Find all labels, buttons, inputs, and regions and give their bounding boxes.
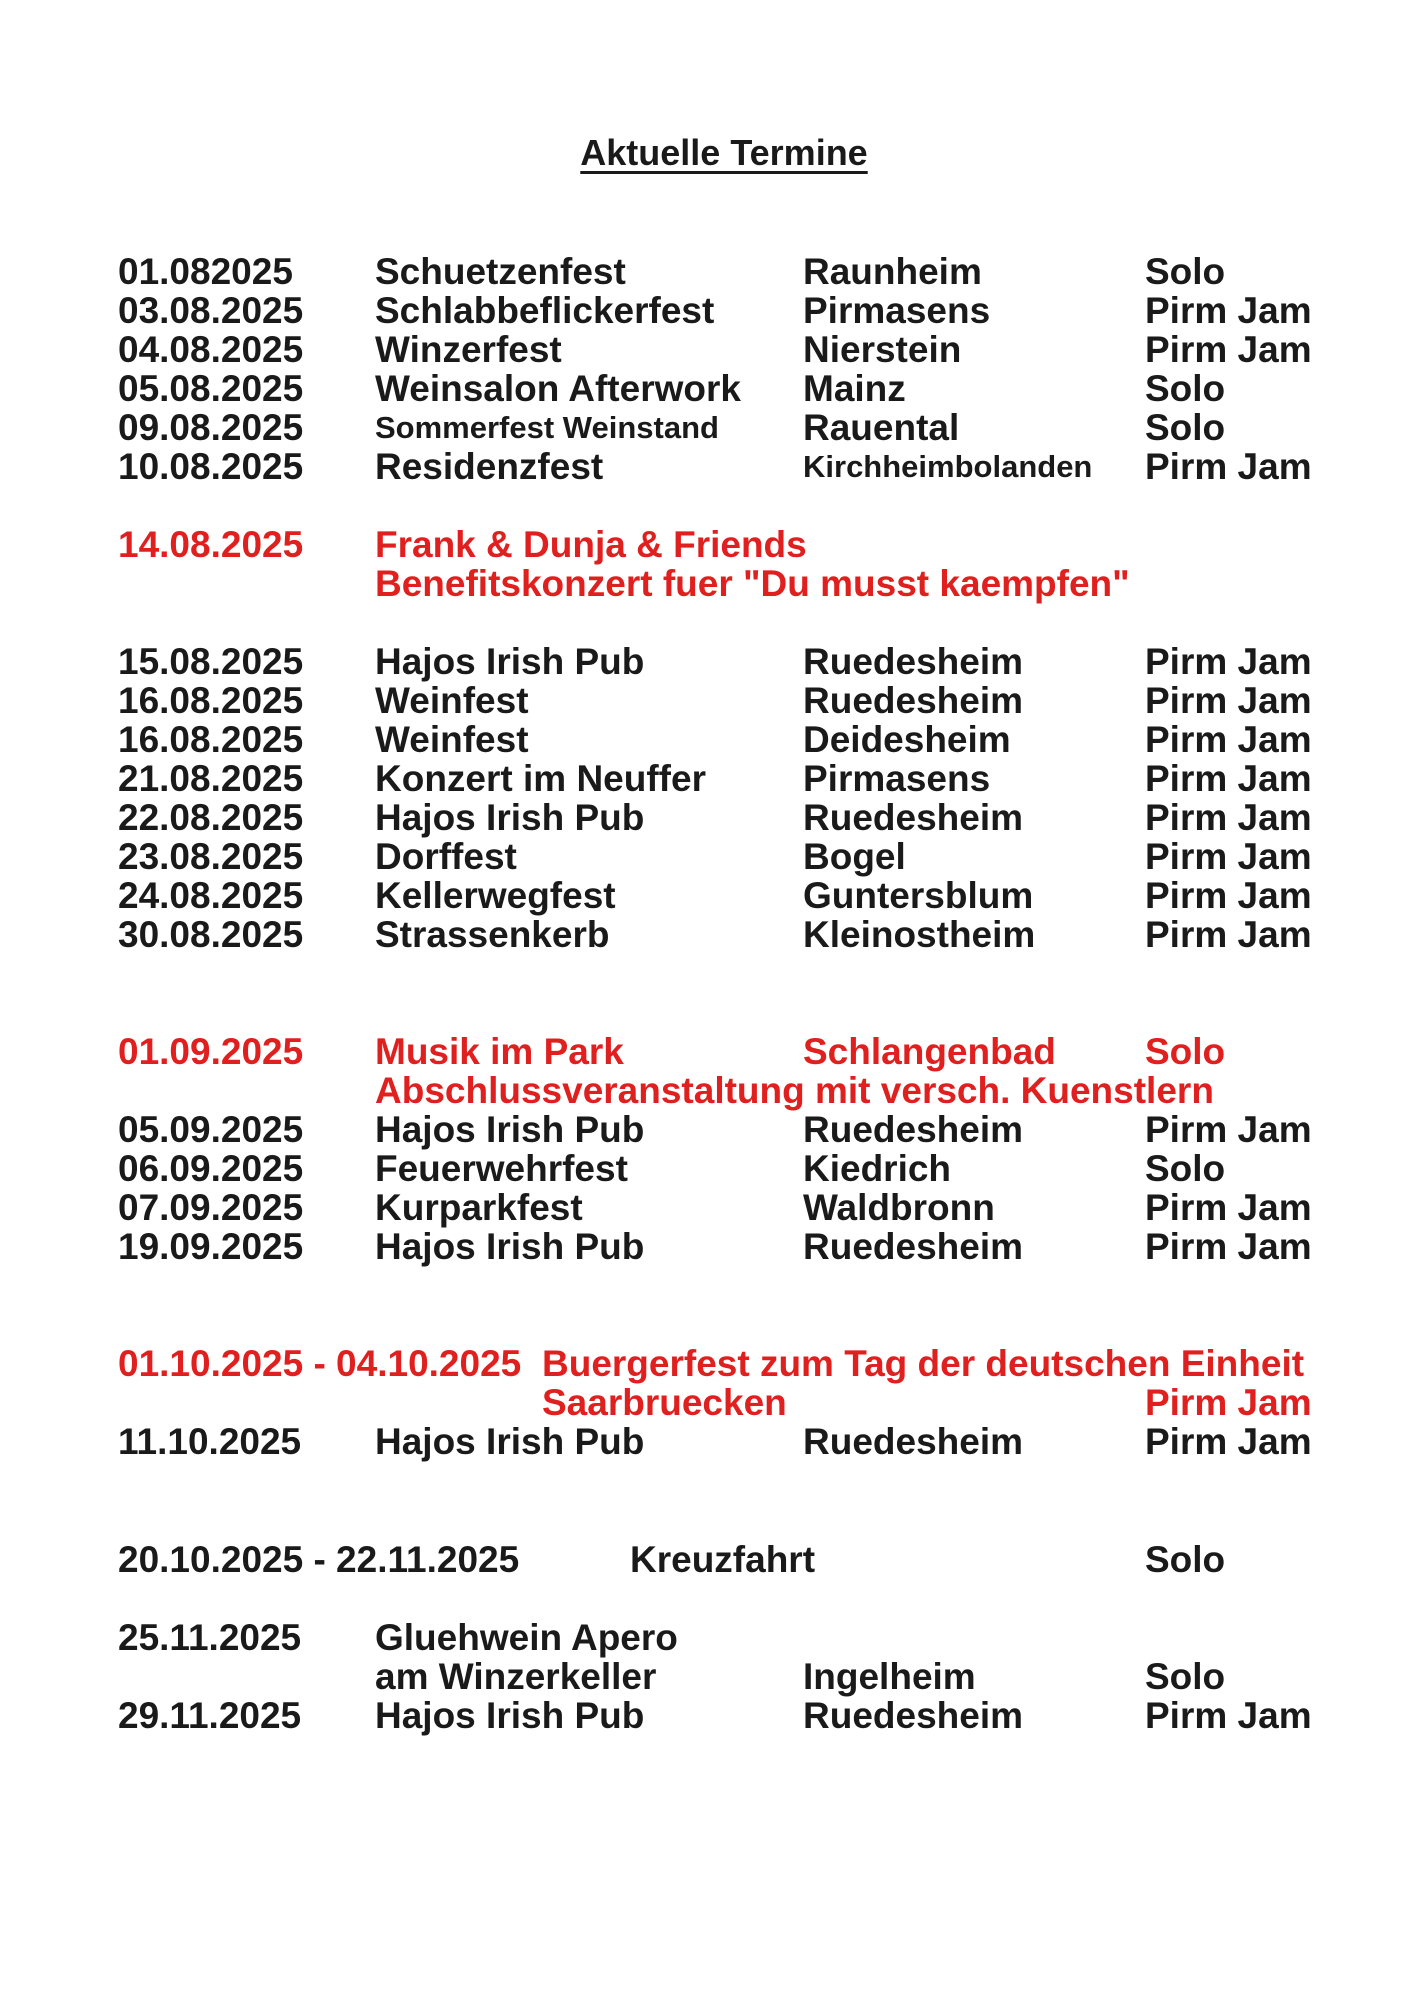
event-name: Hajos Irish Pub: [375, 1695, 645, 1736]
event-place: Pirmasens: [803, 290, 991, 331]
event-row: [0, 1149, 1408, 1188]
event-row-highlight: [0, 1383, 1408, 1422]
event-row: [0, 720, 1408, 759]
event-place: Ruedesheim: [803, 1226, 1024, 1267]
event-row: [0, 1227, 1408, 1266]
event-place: Ruedesheim: [803, 1109, 1024, 1150]
event-act: Solo: [1145, 1031, 1226, 1072]
event-date: 21.08.2025: [118, 758, 304, 799]
event-act: Solo: [1145, 407, 1226, 448]
event-date: 07.09.2025: [118, 1187, 304, 1228]
event-date: 01.10.2025 - 04.10.2025: [118, 1343, 522, 1384]
event-name: Saarbruecken: [542, 1382, 787, 1423]
event-row: [0, 330, 1408, 369]
event-row: [0, 681, 1408, 720]
event-row-highlight: [0, 1032, 1408, 1071]
event-name: Feuerwehrfest: [375, 1148, 628, 1189]
event-place: Rauental: [803, 407, 960, 448]
event-name: Weinsalon Afterwork: [375, 368, 741, 409]
event-date: 11.10.2025: [118, 1421, 302, 1462]
event-name: Hajos Irish Pub: [375, 641, 645, 682]
event-name: Weinfest: [375, 680, 529, 721]
event-name: Weinfest: [375, 719, 529, 760]
event-name: Kurparkfest: [375, 1187, 583, 1228]
event-act: Pirm Jam: [1145, 641, 1312, 682]
event-date: 05.09.2025: [118, 1109, 304, 1150]
event-name: Winzerfest: [375, 329, 562, 370]
event-name: am Winzerkeller: [375, 1656, 657, 1697]
event-date: 05.08.2025: [118, 368, 304, 409]
event-act: Solo: [1145, 1148, 1226, 1189]
event-date: 29.11.2025: [118, 1695, 302, 1736]
event-row: [0, 798, 1408, 837]
event-name: Schlabbeflickerfest: [375, 290, 715, 331]
event-act: Pirm Jam: [1145, 680, 1312, 721]
event-place: Kirchheimbolanden: [803, 449, 1093, 484]
event-place: Raunheim: [803, 251, 982, 292]
event-name: Kreuzfahrt: [630, 1539, 816, 1580]
event-date: 24.08.2025: [118, 875, 304, 916]
event-place: Nierstein: [803, 329, 962, 370]
event-place: Bogel: [803, 836, 906, 877]
event-act: Pirm Jam: [1145, 1109, 1312, 1150]
event-row: [0, 1657, 1408, 1696]
event-place: Ruedesheim: [803, 1421, 1024, 1462]
event-name: Hajos Irish Pub: [375, 1109, 645, 1150]
event-date: 14.08.2025: [118, 524, 304, 565]
event-act: Pirm Jam: [1145, 836, 1312, 877]
event-place: Ruedesheim: [803, 797, 1024, 838]
event-date: 01.082025: [118, 251, 293, 292]
event-date: 30.08.2025: [118, 914, 304, 955]
event-date: 06.09.2025: [118, 1148, 304, 1189]
event-name: Kellerwegfest: [375, 875, 616, 916]
event-name: Dorffest: [375, 836, 517, 877]
event-date: 15.08.2025: [118, 641, 304, 682]
event-name: Benefitskonzert fuer "Du musst kaempfen": [375, 563, 1130, 604]
event-place: Ruedesheim: [803, 680, 1024, 721]
event-row-highlight: [0, 1344, 1408, 1383]
event-act: Pirm Jam: [1145, 797, 1312, 838]
event-date: 16.08.2025: [118, 719, 304, 760]
event-place: Pirmasens: [803, 758, 991, 799]
event-row-highlight: [0, 525, 1408, 564]
event-date: 20.10.2025 - 22.11.2025: [118, 1539, 520, 1580]
event-date: 03.08.2025: [118, 290, 304, 331]
event-place: Ruedesheim: [803, 641, 1024, 682]
event-act: Pirm Jam: [1145, 719, 1312, 760]
event-name: Abschlussveranstaltung mit versch. Kuenstlern: [375, 1070, 1214, 1111]
event-name: Strassenkerb: [375, 914, 610, 955]
event-place: Kiedrich: [803, 1148, 952, 1189]
event-row: [0, 408, 1408, 447]
event-date: 19.09.2025: [118, 1226, 304, 1267]
event-name: Buergerfest zum Tag der deutschen Einheit: [542, 1343, 1305, 1384]
event-row: [0, 1540, 1408, 1579]
event-row: [0, 1696, 1408, 1735]
event-act: Pirm Jam: [1145, 1226, 1312, 1267]
event-act: Solo: [1145, 368, 1226, 409]
event-name: Residenzfest: [375, 446, 604, 487]
event-act: Pirm Jam: [1145, 758, 1312, 799]
event-place: Guntersblum: [803, 875, 1034, 916]
event-act: Solo: [1145, 1656, 1226, 1697]
event-date: 22.08.2025: [118, 797, 304, 838]
event-act: Solo: [1145, 1539, 1226, 1580]
event-place: Kleinostheim: [803, 914, 1036, 955]
event-date: 01.09.2025: [118, 1031, 304, 1072]
event-date: 23.08.2025: [118, 836, 304, 877]
event-name: Hajos Irish Pub: [375, 1421, 645, 1462]
event-place: Schlangenbad: [803, 1031, 1056, 1072]
event-row: [0, 1618, 1408, 1657]
event-row: [0, 291, 1408, 330]
event-row: [0, 1422, 1408, 1461]
event-name: Gluehwein Apero: [375, 1617, 678, 1658]
event-place: Mainz: [803, 368, 906, 409]
event-name: Musik im Park: [375, 1031, 624, 1072]
event-row: [0, 447, 1408, 486]
event-name: Konzert im Neuffer: [375, 758, 706, 799]
event-row: [0, 759, 1408, 798]
event-row: [0, 837, 1408, 876]
event-act: Solo: [1145, 251, 1226, 292]
event-name: Schuetzenfest: [375, 251, 626, 292]
event-act: Pirm Jam: [1145, 1382, 1312, 1423]
event-place: Ruedesheim: [803, 1695, 1024, 1736]
event-place: Waldbronn: [803, 1187, 995, 1228]
event-row: [0, 876, 1408, 915]
page-title: Aktuelle Termine: [580, 132, 868, 173]
event-place: Deidesheim: [803, 719, 1011, 760]
event-act: Pirm Jam: [1145, 914, 1312, 955]
event-date: 04.08.2025: [118, 329, 304, 370]
event-row: [0, 642, 1408, 681]
event-place: Ingelheim: [803, 1656, 976, 1697]
event-date: 10.08.2025: [118, 446, 304, 487]
event-row: [0, 915, 1408, 954]
event-date: 16.08.2025: [118, 680, 304, 721]
event-row: [0, 1188, 1408, 1227]
event-name: Hajos Irish Pub: [375, 797, 645, 838]
event-date: 09.08.2025: [118, 407, 304, 448]
event-act: Pirm Jam: [1145, 1187, 1312, 1228]
event-act: Pirm Jam: [1145, 329, 1312, 370]
event-act: Pirm Jam: [1145, 1421, 1312, 1462]
event-date: 25.11.2025: [118, 1617, 302, 1658]
event-row: [0, 369, 1408, 408]
event-act: Pirm Jam: [1145, 1695, 1312, 1736]
event-row: [0, 1110, 1408, 1149]
event-act: Pirm Jam: [1145, 875, 1312, 916]
event-name: Sommerfest Weinstand: [375, 410, 719, 445]
event-name: Hajos Irish Pub: [375, 1226, 645, 1267]
event-row-highlight: [0, 1071, 1408, 1110]
event-act: Pirm Jam: [1145, 446, 1312, 487]
event-act: Pirm Jam: [1145, 290, 1312, 331]
event-row: [0, 252, 1408, 291]
event-name: Frank & Dunja & Friends: [375, 524, 807, 565]
event-row-highlight: [0, 564, 1408, 603]
